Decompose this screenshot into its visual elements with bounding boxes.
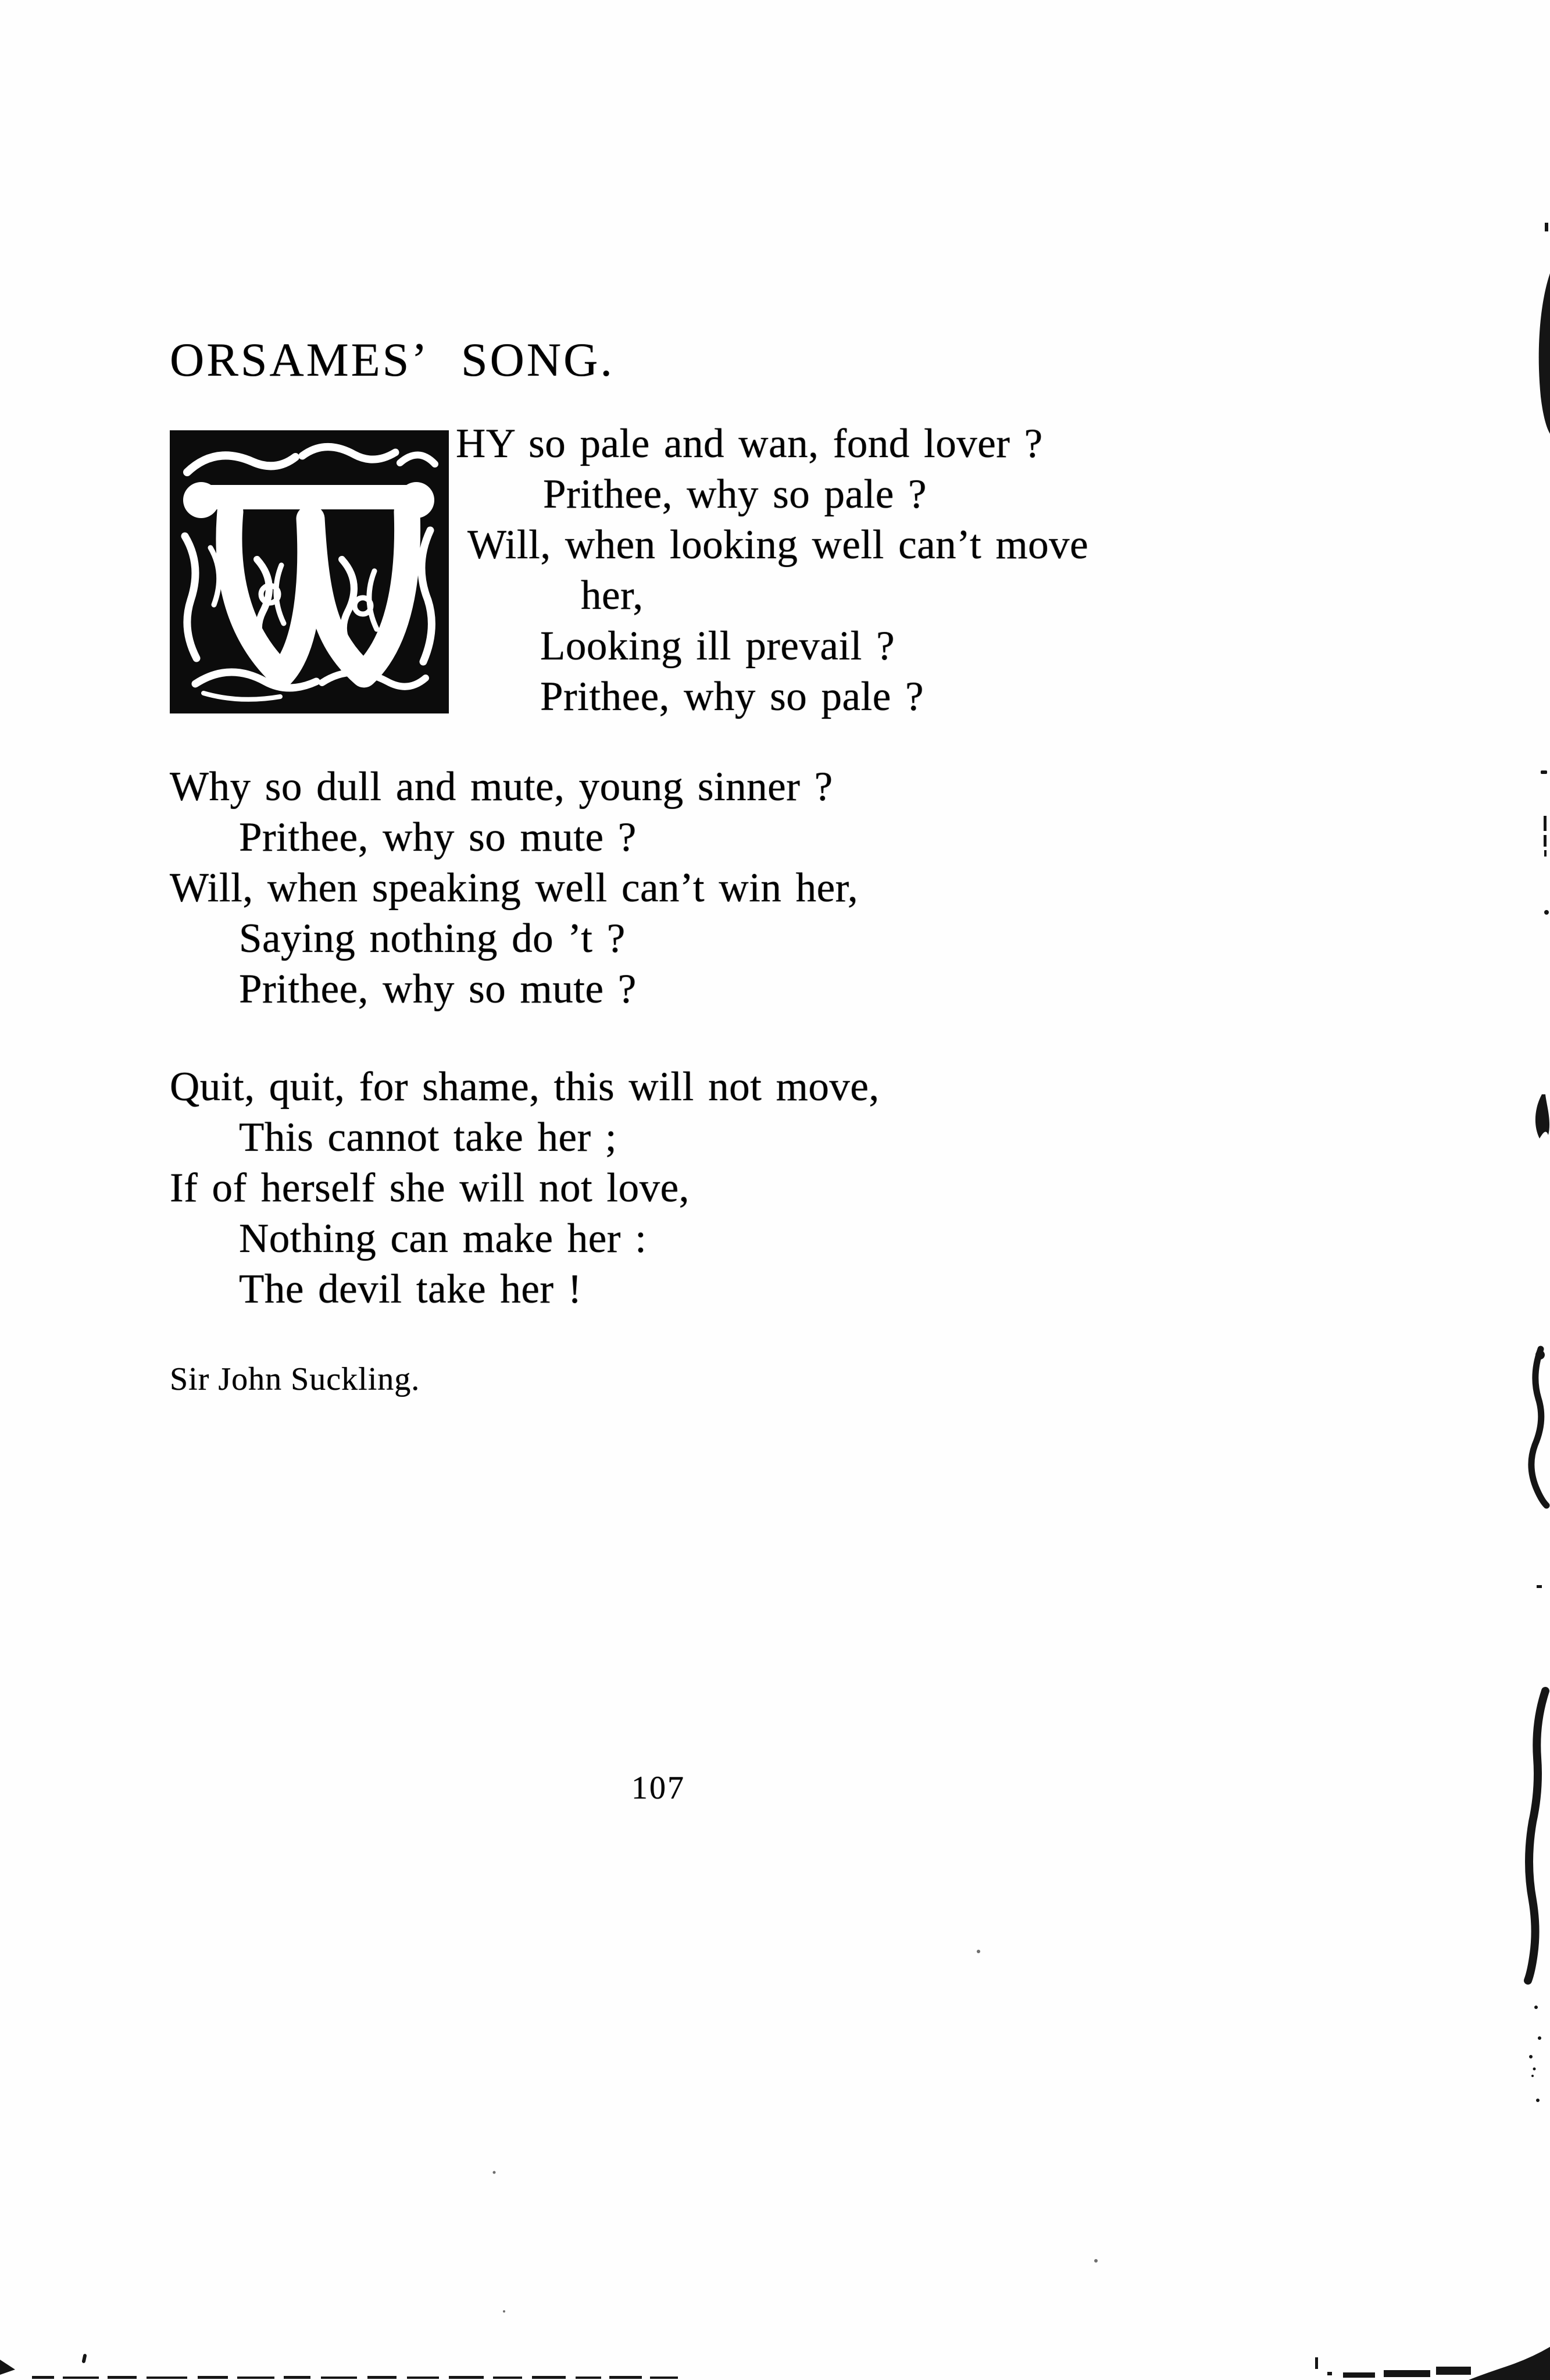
poem-line: Will, when looking well can’t move (467, 522, 1089, 568)
faint-specks (493, 1950, 1098, 2313)
poem-line: Why so dull and mute, young sinner ? (170, 764, 833, 809)
right-edge-ink-marks (1529, 223, 1550, 2102)
stanza-3 (170, 1062, 880, 1315)
stanza-1 (456, 419, 1088, 722)
drop-cap-woodcut-w (170, 430, 449, 713)
bottom-edge-ink-marks (0, 2347, 1550, 2380)
drop-cap-w-icon (170, 430, 449, 713)
poem-title: ORSAMES’ SONG. (170, 333, 615, 386)
poem-line: The devil take her ! (239, 1266, 582, 1312)
poem-line: Nothing can make her : (239, 1216, 647, 1261)
poem-line: Prithee, why so mute ? (239, 815, 637, 860)
page-number: 107 (631, 1770, 685, 1806)
poem-line: Saying nothing do ’t ? (239, 916, 626, 961)
poem-line: HY so pale and wan, fond lover ? (456, 421, 1043, 466)
stanza-2 (170, 762, 858, 1015)
poet-attribution: Sir John Suckling. (170, 1361, 420, 1397)
poem-line: Will, when speaking well can’t win her, (170, 865, 859, 911)
poem-line: Looking ill prevail ? (540, 623, 895, 669)
poem-line: Prithee, why so mute ? (239, 966, 637, 1012)
poem-line: This cannot take her ; (239, 1115, 617, 1160)
poem-line: Prithee, why so pale ? (543, 472, 927, 517)
right-edge-ink-strokes (1528, 1349, 1547, 1981)
poem-line: If of herself she will not love, (170, 1165, 690, 1211)
poem-line: Quit, quit, for shame, this will not move, (170, 1064, 880, 1109)
poem-line: her, (581, 573, 644, 618)
poem-line: Prithee, why so pale ? (540, 674, 924, 719)
